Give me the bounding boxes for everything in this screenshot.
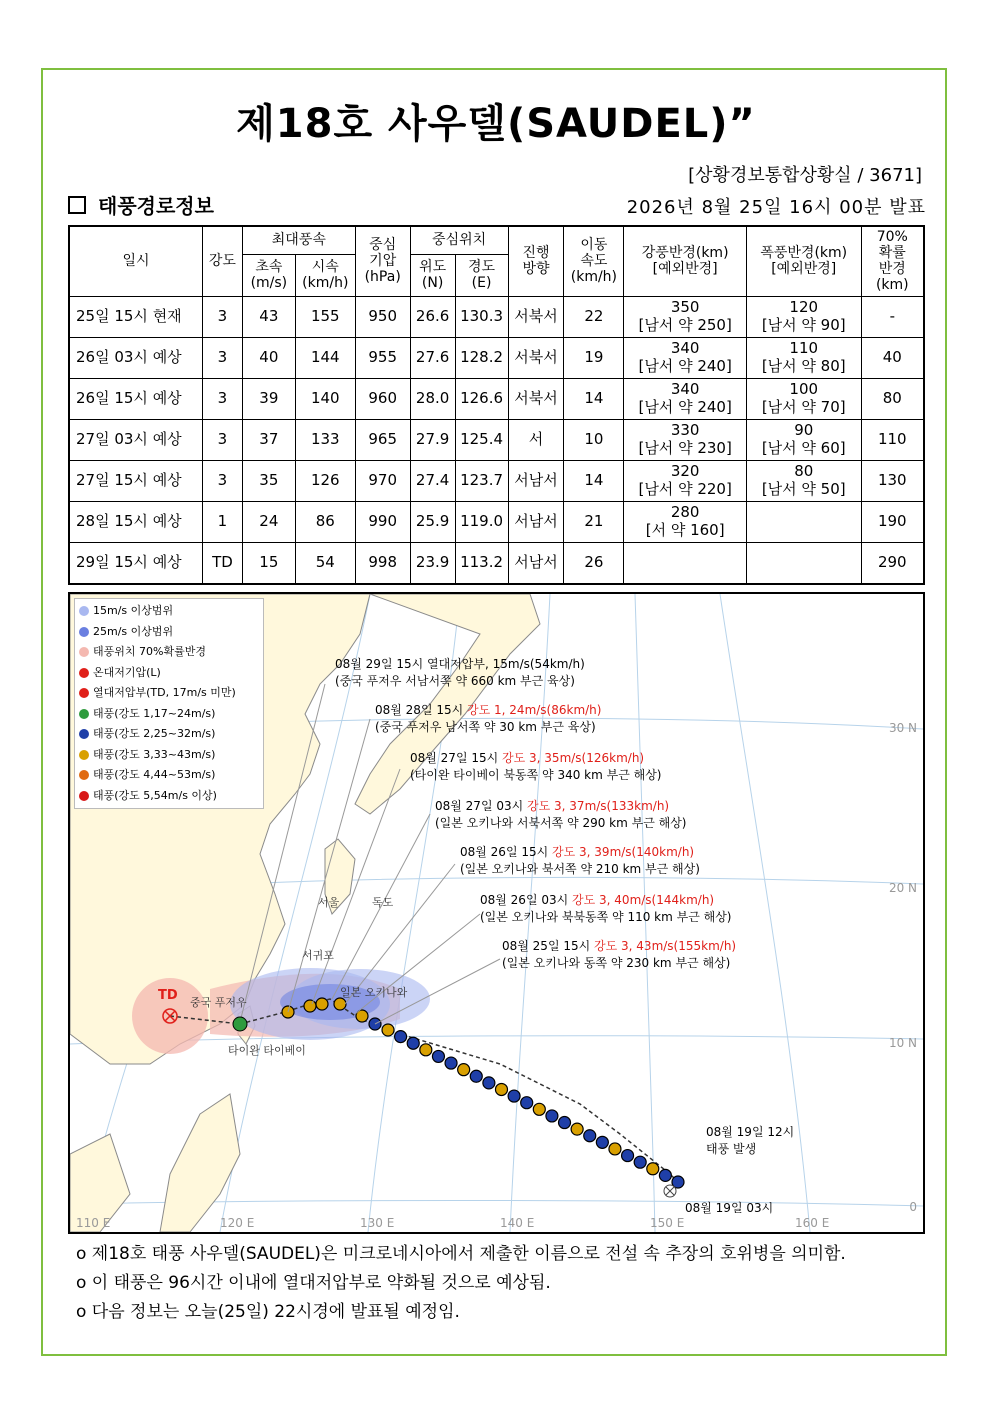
cell-strong-radius: 330 [남서 약 230] bbox=[624, 419, 747, 460]
track-point-icon bbox=[382, 1024, 394, 1036]
cell-pressure: 960 bbox=[355, 378, 410, 419]
cell-strong-radius bbox=[624, 542, 747, 584]
table-row bbox=[69, 501, 924, 542]
legend-item bbox=[79, 622, 259, 643]
legend-item bbox=[79, 663, 259, 684]
cell-time: 25일 15시 현재 bbox=[69, 296, 202, 337]
circle-light-blue bbox=[79, 606, 89, 616]
legend-label: 태풍(강도 5,54m/s 이상) bbox=[93, 788, 217, 802]
track-annotation: 08월 27일 03시 강도 3, 37m/s(133km/h) (일본 오키나와 서북서쪽 약 290 km 부근 해상) bbox=[435, 799, 687, 830]
track-point-icon bbox=[420, 1044, 432, 1056]
checkbox-icon bbox=[68, 196, 86, 214]
header-strong-radius: 강풍반경(km) [예외반경] bbox=[624, 226, 747, 296]
track-point-icon bbox=[483, 1077, 495, 1089]
page-title: 제18호 사우델(SAUDEL)” bbox=[236, 101, 756, 147]
cell-pressure: 950 bbox=[355, 296, 410, 337]
cell-strong-radius: 350 [남서 약 250] bbox=[624, 296, 747, 337]
cell-dir: 서북서 bbox=[508, 337, 564, 378]
cell-storm-radius bbox=[746, 501, 861, 542]
cell-ms: 43 bbox=[242, 296, 295, 337]
legend-label: 태풍(강도 2,25~32m/s) bbox=[93, 727, 216, 740]
track-annotation: 08월 27일 15시 강도 3, 35m/s(126km/h) (타이완 타이베이 북동쪽 약 340 km 부근 해상) bbox=[410, 751, 662, 782]
track-point-icon bbox=[407, 1037, 419, 1049]
header-strength: 강도 bbox=[202, 226, 242, 296]
legend-label: 태풍(강도 1,17~24m/s) bbox=[93, 706, 216, 720]
lat-label: 0 bbox=[909, 1200, 917, 1214]
cell-strong-radius: 340 [남서 약 240] bbox=[624, 378, 747, 419]
header-prob-radius: 70%확률반경 (km) bbox=[861, 226, 924, 296]
cell-prob: - bbox=[861, 296, 924, 337]
cell-ms: 15 bbox=[242, 542, 295, 584]
track-annotation: 08월 26일 03시 강도 3, 40m/s(144km/h) (일본 오키나와 북북동쪽 약 110 km 부근 해상) bbox=[480, 893, 732, 924]
cell-ms: 24 bbox=[242, 501, 295, 542]
cell-lat: 27.6 bbox=[410, 337, 455, 378]
cell-prob: 130 bbox=[861, 460, 924, 501]
typhoon-green-icon bbox=[79, 709, 89, 719]
cell-time: 26일 15시 예상 bbox=[69, 378, 202, 419]
track-point-icon bbox=[521, 1097, 533, 1109]
track-point-icon bbox=[546, 1110, 558, 1122]
legend-item bbox=[79, 724, 259, 745]
cell-prob: 290 bbox=[861, 542, 924, 584]
section-heading bbox=[68, 190, 214, 219]
label-seoul: 서울 bbox=[318, 896, 340, 909]
td-icon bbox=[79, 688, 89, 698]
cell-storm-radius: 110 [남서 약 80] bbox=[746, 337, 861, 378]
cell-ms: 35 bbox=[242, 460, 295, 501]
lon-label: 110 E bbox=[76, 1216, 111, 1230]
cell-dir: 서남서 bbox=[508, 542, 564, 584]
lon-label: 160 E bbox=[795, 1216, 830, 1230]
section-title: 태풍경로정보 bbox=[98, 194, 214, 218]
cell-strength: 3 bbox=[202, 378, 242, 419]
track-point-icon bbox=[458, 1064, 470, 1076]
cell-speed: 26 bbox=[564, 542, 624, 584]
cell-dir: 서북서 bbox=[508, 296, 564, 337]
cell-prob: 110 bbox=[861, 419, 924, 460]
track-annotation: 08월 28일 15시 강도 1, 24m/s(86km/h) (중국 푸저우 남서쪽 약 30 km 부근 육상) bbox=[375, 703, 602, 734]
cell-lon: 128.2 bbox=[455, 337, 508, 378]
legend-label: 태풍(강도 3,33~43m/s) bbox=[93, 747, 216, 761]
cell-strong-radius: 340 [남서 약 240] bbox=[624, 337, 747, 378]
track-annotation: 08월 25일 15시 강도 3, 43m/s(155km/h) (일본 오키나와 동쪽 약 230 km 부근 해상) bbox=[502, 939, 737, 970]
header-kmh: 시속 (km/h) bbox=[295, 254, 355, 296]
track-point-icon bbox=[559, 1117, 571, 1129]
cell-storm-radius: 80 [남서 약 50] bbox=[746, 460, 861, 501]
cell-prob: 190 bbox=[861, 501, 924, 542]
legend-label: 25m/s 이상범위 bbox=[93, 624, 174, 638]
cell-strength: 3 bbox=[202, 337, 242, 378]
cell-dir: 서 bbox=[508, 419, 564, 460]
legend-item bbox=[79, 745, 259, 766]
header-storm-radius: 폭풍반경(km) [예외반경] bbox=[746, 226, 861, 296]
track-point-icon bbox=[584, 1130, 596, 1142]
table-row bbox=[69, 542, 924, 584]
label-td: TD bbox=[158, 988, 178, 1003]
header-pressure: 중심기압 (hPa) bbox=[355, 226, 410, 296]
header-max-wind: 최대풍속 bbox=[242, 226, 355, 254]
header-speed: 이동속도 (km/h) bbox=[564, 226, 624, 296]
track-annotation: 08월 26일 15시 강도 3, 39m/s(140km/h) (일본 오키나와 북서쪽 약 210 km 부근 해상) bbox=[460, 845, 700, 876]
table-row bbox=[69, 337, 924, 378]
track-point-icon bbox=[495, 1083, 507, 1095]
cell-time: 27일 03시 예상 bbox=[69, 419, 202, 460]
track-point-icon bbox=[445, 1057, 457, 1069]
header-lat: 위도 (N) bbox=[410, 254, 455, 296]
lon-label: 150 E bbox=[650, 1216, 685, 1230]
cell-pressure: 965 bbox=[355, 419, 410, 460]
cell-lat: 26.6 bbox=[410, 296, 455, 337]
track-annotation: 08월 29일 15시 열대저압부, 15m/s(54km/h) (중국 푸저우 서남서쪽 약 660 km 부근 육상) bbox=[335, 657, 585, 688]
lat-label: 10 N bbox=[888, 1036, 917, 1050]
typhoon-green-icon bbox=[233, 1017, 247, 1031]
start-label: 08월 19일 03시 bbox=[685, 1201, 774, 1215]
track-point-icon bbox=[432, 1050, 444, 1062]
cell-speed: 10 bbox=[564, 419, 624, 460]
table-row bbox=[69, 419, 924, 460]
legend-label: 온대저기압(L) bbox=[93, 665, 161, 679]
typhoon-orange-icon bbox=[79, 770, 89, 780]
table-row bbox=[69, 378, 924, 419]
cell-speed: 22 bbox=[564, 296, 624, 337]
legend-item bbox=[79, 786, 259, 807]
track-point-icon bbox=[634, 1156, 646, 1168]
legend-label: 태풍(강도 4,44~53m/s) bbox=[93, 768, 216, 781]
circle-pink bbox=[79, 647, 89, 657]
legend-item bbox=[79, 683, 259, 704]
cell-lat: 28.0 bbox=[410, 378, 455, 419]
track-point-icon bbox=[316, 998, 328, 1010]
label-taipei: 타이완 타이베이 bbox=[228, 1044, 306, 1057]
header-time: 일시 bbox=[69, 226, 202, 296]
note-3: o 다음 정보는 오늘(25일) 22시경에 발표될 예정임. bbox=[76, 1302, 460, 1322]
cell-kmh: 86 bbox=[295, 501, 355, 542]
cell-ms: 40 bbox=[242, 337, 295, 378]
lat-label: 20 N bbox=[888, 881, 917, 895]
cell-strength: TD bbox=[202, 542, 242, 584]
cell-lon: 125.4 bbox=[455, 419, 508, 460]
cell-storm-radius: 90 [남서 약 60] bbox=[746, 419, 861, 460]
issued-time: 2026년 8월 25일 16시 00분 발표 bbox=[626, 197, 926, 218]
legend-item bbox=[79, 601, 259, 622]
cell-strength: 3 bbox=[202, 460, 242, 501]
cell-speed: 19 bbox=[564, 337, 624, 378]
note-1: o 제18호 태풍 사우델(SAUDEL)은 미크로네시아에서 제출한 이름으로 전설 속 추장의 호위병을 의미함. bbox=[76, 1244, 846, 1264]
cell-kmh: 155 bbox=[295, 296, 355, 337]
cell-time: 27일 15시 예상 bbox=[69, 460, 202, 501]
track-point-icon bbox=[304, 1000, 316, 1012]
cell-speed: 21 bbox=[564, 501, 624, 542]
cell-dir: 서남서 bbox=[508, 501, 564, 542]
header-direction: 진행방향 bbox=[508, 226, 564, 296]
table-row bbox=[69, 460, 924, 501]
cell-time: 29일 15시 예상 bbox=[69, 542, 202, 584]
label-dokdo: 독도 bbox=[372, 896, 394, 909]
legend-item bbox=[79, 642, 259, 663]
track-map bbox=[68, 592, 925, 1234]
cell-strength: 1 bbox=[202, 501, 242, 542]
header-lon: 경도 (E) bbox=[455, 254, 508, 296]
typhoon-info-table bbox=[68, 225, 925, 585]
label-fuzhou: 중국 푸저우 bbox=[190, 996, 247, 1009]
lat-label: 30 N bbox=[888, 721, 917, 735]
cell-ms: 39 bbox=[242, 378, 295, 419]
track-point-icon bbox=[647, 1163, 659, 1175]
cell-kmh: 140 bbox=[295, 378, 355, 419]
track-point-icon bbox=[571, 1123, 583, 1135]
map-legend bbox=[74, 598, 264, 809]
typhoon-red-icon bbox=[79, 791, 89, 801]
cell-storm-radius: 120 [남서 약 90] bbox=[746, 296, 861, 337]
cell-strength: 3 bbox=[202, 296, 242, 337]
lon-label: 130 E bbox=[360, 1216, 395, 1230]
legend-label: 태풍위치 70%확률반경 bbox=[93, 645, 206, 658]
cell-lat: 27.9 bbox=[410, 419, 455, 460]
genesis-label: 08월 19일 12시 태풍 발생 bbox=[706, 1125, 795, 1156]
extratropical-icon bbox=[79, 668, 89, 678]
cell-dir: 서남서 bbox=[508, 460, 564, 501]
label-seogwipo: 서귀포 bbox=[302, 949, 334, 962]
notes bbox=[76, 1240, 846, 1327]
track-point-icon bbox=[470, 1070, 482, 1082]
legend-item bbox=[79, 704, 259, 725]
cell-lat: 27.4 bbox=[410, 460, 455, 501]
cell-strong-radius: 320 [남서 약 220] bbox=[624, 460, 747, 501]
cell-lat: 25.9 bbox=[410, 501, 455, 542]
legend-label: 15m/s 이상범위 bbox=[93, 604, 174, 617]
cell-lat: 23.9 bbox=[410, 542, 455, 584]
lon-label: 120 E bbox=[220, 1216, 255, 1230]
cell-kmh: 133 bbox=[295, 419, 355, 460]
legend-item bbox=[79, 765, 259, 786]
legend-label: 열대저압부(TD, 17m/s 미만) bbox=[93, 686, 236, 699]
circle-blue bbox=[79, 627, 89, 637]
note-2: o 이 태풍은 96시간 이내에 열대저압부로 약화될 것으로 예상됨. bbox=[76, 1273, 551, 1293]
lon-label: 140 E bbox=[500, 1216, 535, 1230]
table-row bbox=[69, 296, 924, 337]
cell-pressure: 990 bbox=[355, 501, 410, 542]
cell-lon: 123.7 bbox=[455, 460, 508, 501]
cell-lon: 113.2 bbox=[455, 542, 508, 584]
cell-storm-radius bbox=[746, 542, 861, 584]
cell-pressure: 998 bbox=[355, 542, 410, 584]
cell-kmh: 144 bbox=[295, 337, 355, 378]
cell-kmh: 54 bbox=[295, 542, 355, 584]
track-point-icon bbox=[622, 1150, 634, 1162]
header-center: 중심위치 bbox=[410, 226, 508, 254]
cell-pressure: 955 bbox=[355, 337, 410, 378]
track-point-icon bbox=[609, 1143, 621, 1155]
typhoon-blue-icon bbox=[79, 729, 89, 739]
track-point-icon bbox=[596, 1136, 608, 1148]
header-ms: 초속 (m/s) bbox=[242, 254, 295, 296]
cell-speed: 14 bbox=[564, 378, 624, 419]
track-point-icon bbox=[533, 1103, 545, 1115]
cell-dir: 서북서 bbox=[508, 378, 564, 419]
cell-lon: 119.0 bbox=[455, 501, 508, 542]
cell-lon: 126.6 bbox=[455, 378, 508, 419]
cell-pressure: 970 bbox=[355, 460, 410, 501]
source-label: [상황경보통합상황실 / 3671] bbox=[688, 165, 922, 186]
cell-strength: 3 bbox=[202, 419, 242, 460]
cell-speed: 14 bbox=[564, 460, 624, 501]
track-point-icon bbox=[395, 1031, 407, 1043]
cell-lon: 130.3 bbox=[455, 296, 508, 337]
cell-prob: 80 bbox=[861, 378, 924, 419]
track-point-icon bbox=[659, 1169, 671, 1181]
typhoon-yellow-icon bbox=[79, 750, 89, 760]
cell-kmh: 126 bbox=[295, 460, 355, 501]
cell-prob: 40 bbox=[861, 337, 924, 378]
cell-storm-radius: 100 [남서 약 70] bbox=[746, 378, 861, 419]
cell-time: 28일 15시 예상 bbox=[69, 501, 202, 542]
track-point-icon bbox=[508, 1090, 520, 1102]
cell-strong-radius: 280 [서 약 160] bbox=[624, 501, 747, 542]
label-okinawa: 일본 오키나와 bbox=[340, 986, 408, 999]
cell-time: 26일 03시 예상 bbox=[69, 337, 202, 378]
cell-ms: 37 bbox=[242, 419, 295, 460]
